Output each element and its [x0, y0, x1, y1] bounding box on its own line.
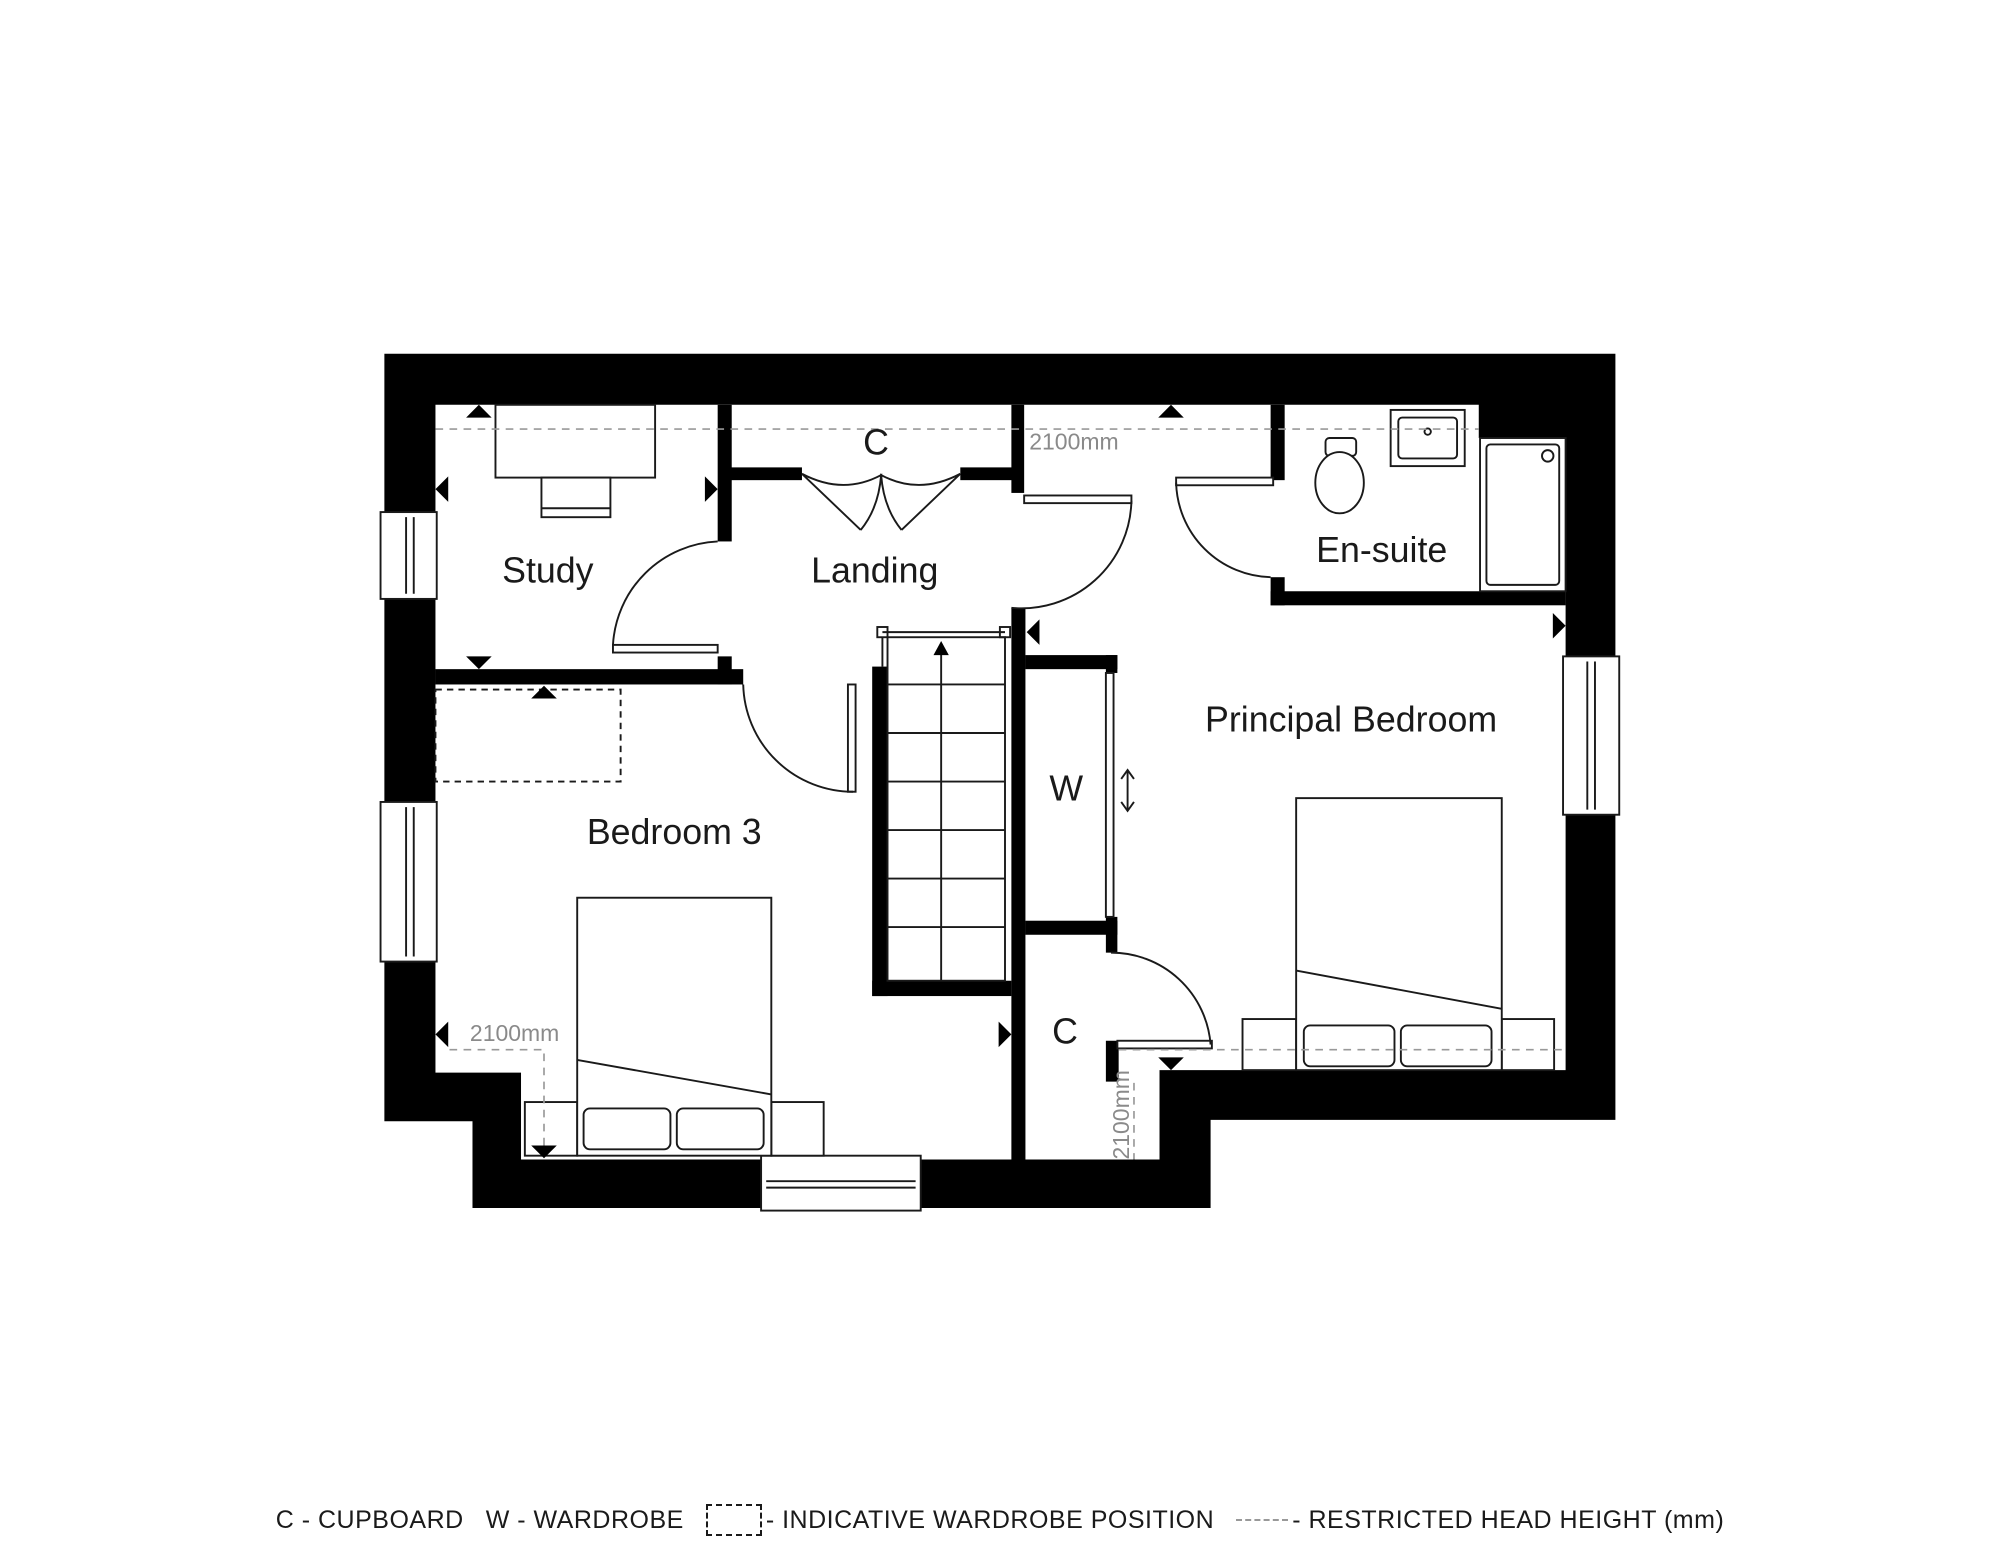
stair-wall-left: [872, 667, 887, 996]
room-label-wardrobe: W: [1049, 768, 1084, 809]
door-principal[interactable]: [1011, 495, 1131, 608]
wardrobe-jamb-top: [1106, 655, 1117, 673]
head-height-label-top: 2100mm: [1029, 428, 1119, 455]
legend: [0, 1500, 2000, 1540]
head-height-swatch: [1236, 1519, 1288, 1521]
door-lower-cupboard[interactable]: [1111, 953, 1212, 1049]
door-landing-cupboard[interactable]: [802, 474, 960, 530]
wardrobe-wall-bottom: [1025, 921, 1117, 935]
bed-bedroom3: [525, 898, 824, 1156]
head-height-label-bedroom3: 2100mm: [469, 1019, 560, 1046]
bath: [1480, 438, 1566, 591]
staircase: [877, 627, 1010, 981]
wardrobe-jamb-bottom: [1106, 917, 1117, 953]
landing-principal-wall: [1011, 608, 1025, 1160]
legend-wardrobe: W - WARDROBE: [485, 1505, 684, 1534]
room-label-ensuite: En-suite: [1316, 529, 1448, 570]
door-wardrobe-sliding[interactable]: [1106, 673, 1134, 917]
cupboard-front-right: [960, 467, 1019, 480]
head-height-label-lower: 2100mm: [1107, 1070, 1134, 1160]
door-ensuite[interactable]: [1176, 478, 1273, 578]
room-label-lower-cupboard: C: [1052, 1011, 1078, 1052]
door-study[interactable]: [613, 541, 718, 652]
study-bedroom3-wall: [435, 669, 743, 684]
ensuite-wall-left: [1271, 405, 1285, 480]
room-label-landing-cupboard: C: [863, 422, 889, 463]
study-landing-wall: [718, 405, 732, 542]
legend-restricted-head-height: - RESTRICTED HEAD HEIGHT (mm): [1292, 1505, 1725, 1534]
window-study: [381, 512, 437, 599]
toilet: [1315, 438, 1364, 513]
room-label-principal-bedroom: Principal Bedroom: [1205, 699, 1498, 740]
basin: [1391, 410, 1465, 466]
indicative-wardrobe: [435, 690, 620, 782]
ensuite-wall-bottom: [1271, 591, 1566, 605]
legend-indicative-wardrobe: - INDICATIVE WARDROBE POSITION: [765, 1505, 1215, 1534]
study-landing-wall-stub: [718, 656, 732, 684]
stair-wall-bottom: [872, 981, 1011, 996]
indicative-wardrobe-swatch: [706, 1504, 762, 1536]
head-height-labels: [470, 429, 1134, 1160]
bed-principal: [1243, 798, 1555, 1070]
window-bedroom3-front: [761, 1156, 921, 1211]
room-label-bedroom3: Bedroom 3: [586, 812, 762, 853]
door-bedroom3[interactable]: [743, 684, 855, 791]
window-principal: [1563, 656, 1619, 814]
window-bedroom3-side: [381, 802, 437, 962]
legend-cupboard: C - CUPBOARD: [275, 1505, 464, 1534]
landing-principal-wall-top: [1011, 405, 1024, 493]
desk: [495, 405, 655, 517]
wardrobe-wall-top: [1025, 655, 1117, 669]
room-label-study: Study: [502, 550, 594, 591]
room-label-landing: Landing: [811, 550, 939, 591]
cupboard-front-left: [730, 467, 802, 480]
